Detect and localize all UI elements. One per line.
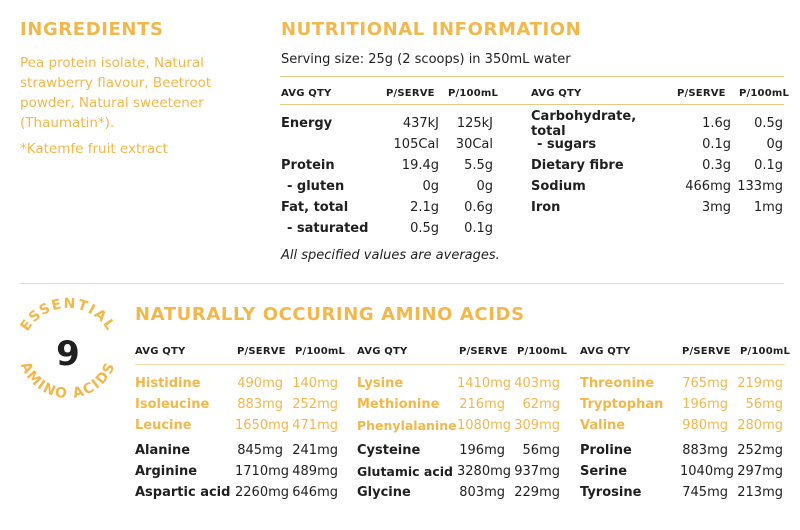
col-header-serve: P/SERVE (237, 346, 286, 357)
amino-name: Isoleucine (135, 397, 210, 412)
nutrient-label: Protein (281, 158, 335, 173)
amino-name: Threonine (580, 376, 655, 391)
nutrient-label: - saturated (287, 221, 369, 236)
amino-name: Leucine (135, 418, 192, 433)
per-serve-value: 1.6g (702, 116, 731, 131)
per-serve-value: 2.1g (410, 200, 439, 215)
amino-name: Methionine (357, 397, 440, 412)
amino-name: Glycine (357, 485, 411, 500)
section-divider (20, 283, 784, 284)
per-100ml-value: 0.5g (754, 116, 783, 131)
per-serve-value: 0g (422, 179, 439, 194)
per-serve-value: 2260mg (235, 485, 289, 500)
table-row (281, 176, 493, 197)
per-100ml-value: 213mg (737, 485, 783, 500)
per-100ml-value: 403mg (514, 376, 560, 391)
badge-number: 9 (56, 334, 80, 374)
per-100ml-value: 5.5g (464, 158, 493, 173)
averages-note: All specified values are averages. (281, 248, 500, 263)
col-header-serve: P/SERVE (386, 88, 435, 99)
amino-column (357, 373, 562, 503)
nutrient-label: Sodium (531, 179, 586, 194)
table-row (281, 113, 493, 134)
nutrition-table-left (281, 113, 493, 239)
table-row (281, 197, 493, 218)
divider (135, 364, 785, 365)
per-100ml-value: 280mg (737, 418, 783, 433)
amino-name: Proline (580, 443, 632, 458)
per-serve-value: 845mg (237, 443, 283, 458)
per-100ml-value: 471mg (292, 418, 338, 433)
table-row (580, 394, 785, 415)
per-100ml-value: 0.1g (464, 221, 493, 236)
col-header-per100: P/100mL (739, 88, 790, 99)
ingredients-list (20, 53, 260, 133)
table-row (531, 176, 783, 197)
table-row (135, 394, 340, 415)
nutrient-label: - sugars (537, 137, 597, 152)
table-row (580, 482, 785, 503)
per-100ml-value: 219mg (737, 376, 783, 391)
per-100ml-value: 56mg (522, 443, 560, 458)
table-row (531, 134, 783, 155)
table-row (357, 373, 562, 394)
amino-title: NATURALLY OCCURING AMINO ACIDS (135, 304, 525, 325)
ingredients-footnote: *Katemfe fruit extract (20, 141, 168, 157)
per-serve-value: 3280mg (457, 464, 511, 479)
per-serve-value: 437kJ (402, 116, 439, 131)
table-row (281, 155, 493, 176)
per-100ml-value: 140mg (292, 376, 338, 391)
per-serve-value: 105Cal (393, 137, 439, 152)
divider (280, 76, 784, 77)
per-100ml-value: 489mg (292, 464, 338, 479)
nutrient-label: - gluten (287, 179, 345, 194)
per-100ml-value: 297mg (737, 464, 783, 479)
per-serve-value: 745mg (682, 485, 728, 500)
per-serve-value: 1080mg (457, 418, 511, 433)
col-header-avg: AVG QTY (135, 346, 186, 357)
table-row (135, 415, 340, 436)
essential-amino-badge (8, 292, 128, 412)
ingredients-line: powder, Natural sweetener (20, 95, 204, 111)
amino-name: Glutamic acid (357, 464, 454, 479)
table-row (580, 461, 785, 482)
amino-name: Valine (580, 418, 626, 433)
table-row (281, 134, 493, 155)
nutrition-table-right (531, 108, 783, 218)
amino-name: Tyrosine (580, 485, 642, 500)
per-serve-value: 1710mg (235, 464, 289, 479)
per-100ml-value: 0.6g (464, 200, 493, 215)
amino-column (580, 373, 785, 503)
badge-graphic (8, 292, 128, 412)
per-100ml-value: 56mg (745, 397, 783, 412)
table-row (580, 415, 785, 436)
table-row (281, 218, 493, 239)
per-serve-value: 196mg (459, 443, 505, 458)
per-serve-value: 216mg (459, 397, 505, 412)
nutrient-label: Dietary fibre (531, 158, 624, 173)
per-serve-value: 1040mg (680, 464, 734, 479)
per-100ml-value: 229mg (514, 485, 560, 500)
table-row (135, 440, 340, 461)
per-100ml-value: 309mg (514, 418, 560, 433)
col-header-serve: P/SERVE (459, 346, 508, 357)
table-row (357, 482, 562, 503)
per-100ml-value: 0.1g (754, 158, 783, 173)
col-header-avg: AVG QTY (357, 346, 408, 357)
table-row (357, 415, 562, 436)
per-100ml-value: 62mg (522, 397, 560, 412)
amino-name: Histidine (135, 376, 201, 391)
table-row (531, 197, 783, 218)
table-row (531, 108, 783, 139)
table-row (580, 373, 785, 394)
per-100ml-value: 241mg (292, 443, 338, 458)
col-header-avg: AVG QTY (531, 88, 582, 99)
nutrition-title: NUTRITIONAL INFORMATION (281, 19, 582, 40)
col-header-avg: AVG QTY (580, 346, 631, 357)
per-serve-value: 883mg (237, 397, 283, 412)
nutrient-label: Iron (531, 200, 561, 215)
col-header-per100: P/100mL (740, 346, 791, 357)
per-100ml-value: 30Cal (455, 137, 493, 152)
per-serve-value: 3mg (701, 200, 731, 215)
amino-name: Alanine (135, 443, 191, 458)
col-header-avg: AVG QTY (281, 88, 332, 99)
per-100ml-value: 937mg (514, 464, 560, 479)
table-row (135, 461, 340, 482)
table-row (135, 482, 340, 503)
table-row (135, 373, 340, 394)
per-serve-value: 1410mg (457, 376, 511, 391)
nutrient-label: Fat, total (281, 200, 349, 215)
col-header-per100: P/100mL (295, 346, 346, 357)
table-row (357, 440, 562, 461)
amino-name: Serine (580, 464, 628, 479)
col-header-serve: P/SERVE (677, 88, 726, 99)
badge-top-text (18, 296, 119, 334)
per-100ml-value: 646mg (292, 485, 338, 500)
per-100ml-value: 252mg (737, 443, 783, 458)
ingredients-line: Pea protein isolate, Natural (20, 55, 204, 71)
per-100ml-value: 0g (476, 179, 493, 194)
per-serve-value: 0.1g (702, 137, 731, 152)
table-row (357, 461, 562, 482)
per-serve-value: 490mg (237, 376, 283, 391)
badge-top-path: ESSENTIAL (17, 295, 119, 335)
badge-bottom-path: AMINO ACIDS (16, 359, 120, 403)
per-serve-value: 0.3g (702, 158, 731, 173)
ingredients-line: (Thaumatin*). (20, 115, 115, 131)
nutrient-label: Energy (281, 116, 333, 131)
per-serve-value: 196mg (682, 397, 728, 412)
amino-name: Tryptophan (580, 397, 664, 412)
per-serve-value: 466mg (685, 179, 731, 194)
per-serve-value: 19.4g (401, 158, 439, 173)
amino-name: Arginine (135, 464, 198, 479)
nutrient-label: Carbohydrate, total (531, 108, 637, 139)
amino-name: Cysteine (357, 443, 421, 458)
per-100ml-value: 125kJ (456, 116, 493, 131)
amino-name: Aspartic acid (135, 485, 231, 500)
serving-size: Serving size: 25g (2 scoops) in 350mL water (281, 52, 571, 67)
per-serve-value: 1650mg (235, 418, 289, 433)
per-serve-value: 980mg (682, 418, 728, 433)
col-header-per100: P/100mL (448, 88, 499, 99)
amino-name: Lysine (357, 376, 404, 391)
per-100ml-value: 0g (766, 137, 783, 152)
per-serve-value: 0.5g (410, 221, 439, 236)
per-100ml-value: 133mg (737, 179, 783, 194)
per-serve-value: 765mg (682, 376, 728, 391)
per-100ml-value: 1mg (753, 200, 783, 215)
col-header-per100: P/100mL (517, 346, 568, 357)
per-serve-value: 803mg (459, 485, 505, 500)
table-row (580, 440, 785, 461)
per-100ml-value: 252mg (292, 397, 338, 412)
amino-name: Phenylalanine (357, 418, 457, 433)
amino-column (135, 373, 340, 503)
ingredients-title: INGREDIENTS (20, 19, 164, 40)
divider (280, 104, 784, 105)
ingredients-line: strawberry flavour, Beetroot (20, 75, 212, 91)
table-row (357, 394, 562, 415)
per-serve-value: 883mg (682, 443, 728, 458)
col-header-serve: P/SERVE (682, 346, 731, 357)
table-row (531, 155, 783, 176)
